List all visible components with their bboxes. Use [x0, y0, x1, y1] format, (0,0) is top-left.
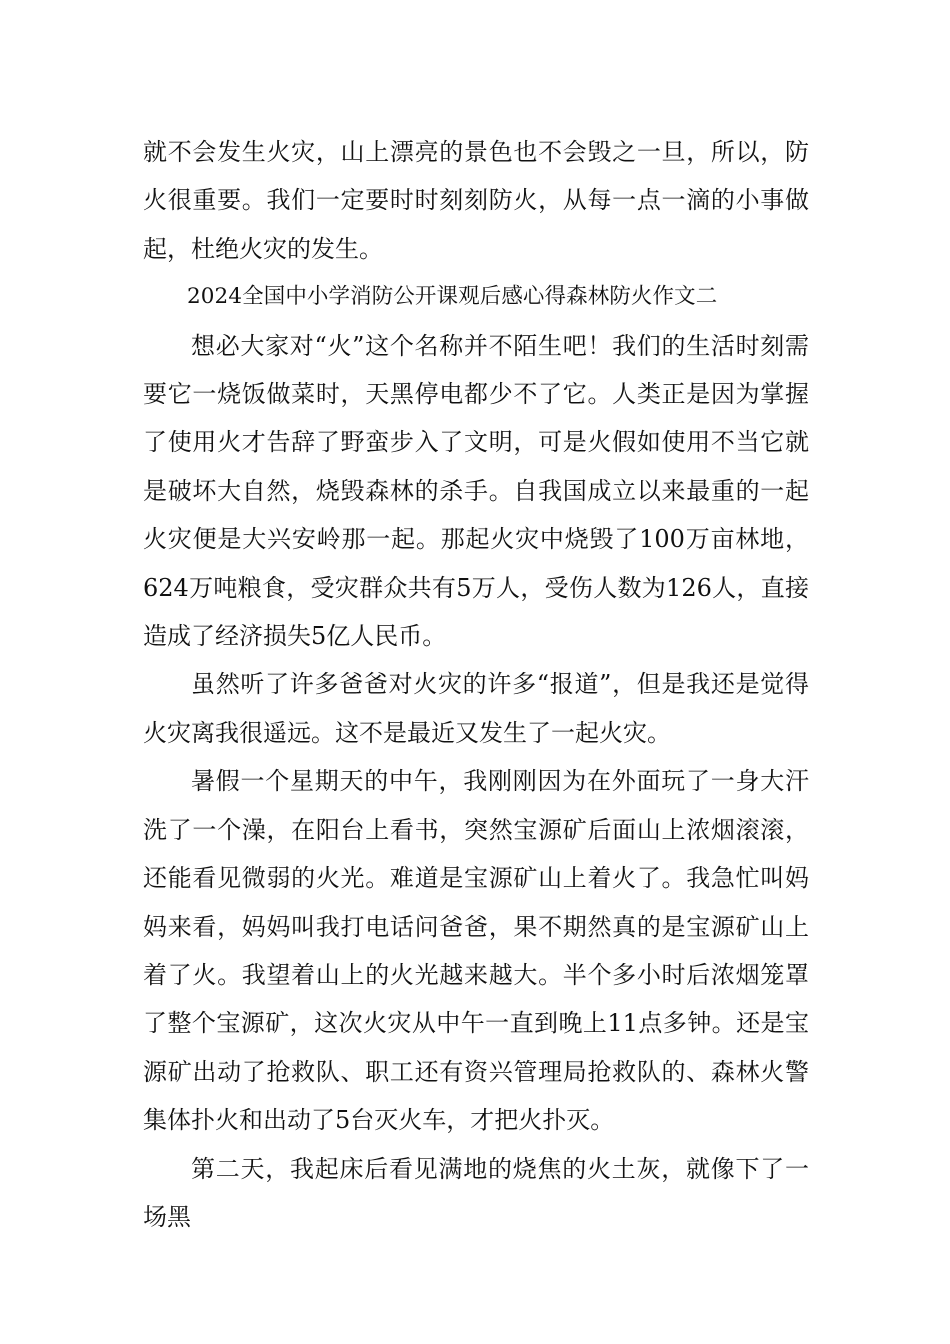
section-title: 2024全国中小学消防公开课观后感心得森林防火作文二 [187, 284, 718, 310]
body-paragraph-3: 暑假一个星期天的中午，我刚刚因为在外面玩了一身大汗洗了一个澡，在阳台上看书，突然宝源矿后面山上浓烟滚滚，还能看见微弱的火光。难道是宝源矿山上着火了。我急忙叫妈妈来看，妈妈叫我打电话问爸爸，果不期然真的是宝源矿山上着了火。我望着山上的火光越来越大。半个多小时后浓烟笼罩了整个宝源矿，这次火灾从中午一直到晚上11点多钟。还是宝源矿出动了抢救队、职工还有资兴管理局抢救队的、森林火警集体扑火和出动了5台灭火车，才把火扑灭。 [143, 767, 809, 1135]
body-paragraph-4: 第二天，我起床后看见满地的烧焦的火土灰，就像下了一场黑 [143, 1154, 809, 1231]
body-paragraph-2: 虽然听了许多爸爸对火灾的许多“报道”，但是我还是觉得火灾离我很遥远。这不是最近又发生了一起火灾。 [143, 670, 809, 747]
document-body [143, 128, 809, 1241]
body-paragraph-1: 想必大家对“火”这个名称并不陌生吧！我们的生活时刻需要它一烧饭做菜时，天黑停电都少不了它。人类正是因为掌握了使用火才告辞了野蛮步入了文明，可是火假如使用不当它就是破坏大自然，烧毁森林的杀手。自我国成立以来最重的一起火灾便是大兴安岭那一起。那起火灾中烧毁了100万亩林地，624万吨粮食，受灾群众共有5万人，受伤人数为126人，直接造成了经济损失5亿人民币。 [143, 331, 809, 651]
continued-paragraph: 就不会发生火灾，山上漂亮的景色也不会毁之一旦，所以，防火很重要。我们一定要时时刻刻防火，从每一点一滴的小事做起，杜绝火灾的发生。 [143, 138, 809, 263]
